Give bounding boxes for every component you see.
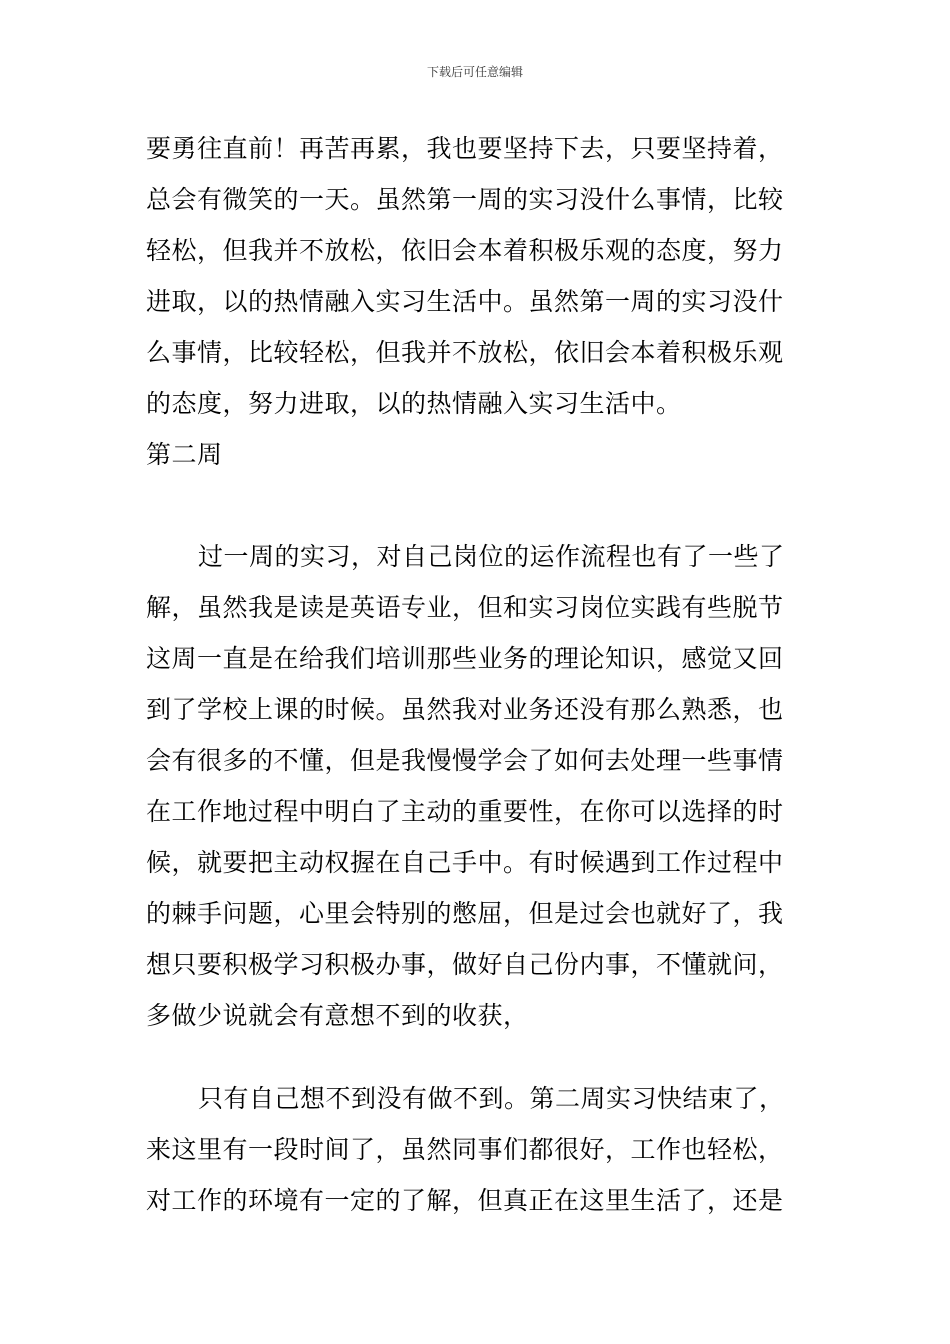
text-line: 轻松，但我并不放松，依旧会本着积极乐观的态度，努力 [146, 236, 784, 265]
text-line: 么事情，比较轻松，但我并不放松，依旧会本着积极乐观 [146, 338, 784, 367]
text-line: 想只要积极学习积极办事，做好自己份内事，不懂就问， [146, 950, 784, 979]
text-line: 来这里有一段时间了，虽然同事们都很好，工作也轻松， [146, 1135, 784, 1164]
paragraph-week2 [146, 531, 808, 1041]
text-line: 到了学校上课的时候。虽然我对业务还没有那么熟悉，也 [146, 695, 784, 724]
page-header: 下载后可任意编辑 [426, 65, 523, 79]
section-heading-week2: 第二周 [146, 440, 223, 469]
text-line: 要勇往直前！再苦再累，我也要坚持下去，只要坚持着， [146, 134, 784, 163]
text-line: 过一周的实习，对自己岗位的运作流程也有了一些了 [198, 542, 785, 571]
text-line: 这周一直是在给我们培训那些业务的理论知识，感觉又回 [146, 644, 784, 673]
text-line: 多做少说就会有意想不到的收获， [146, 1001, 529, 1030]
text-line: 解，虽然我是读是英语专业，但和实习岗位实践有些脱节 [146, 593, 784, 622]
text-line: 只有自己想不到没有做不到。第二周实习快结束了， [198, 1084, 785, 1113]
text-line: 的棘手问题，心里会特别的憋屈，但是过会也就好了，我 [146, 899, 784, 928]
paragraph-week2-end [146, 1073, 808, 1226]
text-line: 在工作地过程中明白了主动的重要性，在你可以选择的时 [146, 797, 784, 826]
text-line: 总会有微笑的一天。虽然第一周的实习没什么事情，比较 [146, 185, 784, 214]
paragraph-week1-continuation [146, 123, 808, 480]
text-line: 进取，以的热情融入实习生活中。虽然第一周的实习没什 [146, 287, 784, 316]
text-line: 的态度，努力进取，以的热情融入实习生活中。 [146, 389, 682, 418]
text-line: 候，就要把主动权握在自己手中。有时候遇到工作过程中 [146, 848, 784, 877]
text-line: 会有很多的不懂，但是我慢慢学会了如何去处理一些事情 [146, 746, 784, 775]
text-line: 对工作的环境有一定的了解，但真正在这里生活了，还是 [146, 1186, 784, 1215]
